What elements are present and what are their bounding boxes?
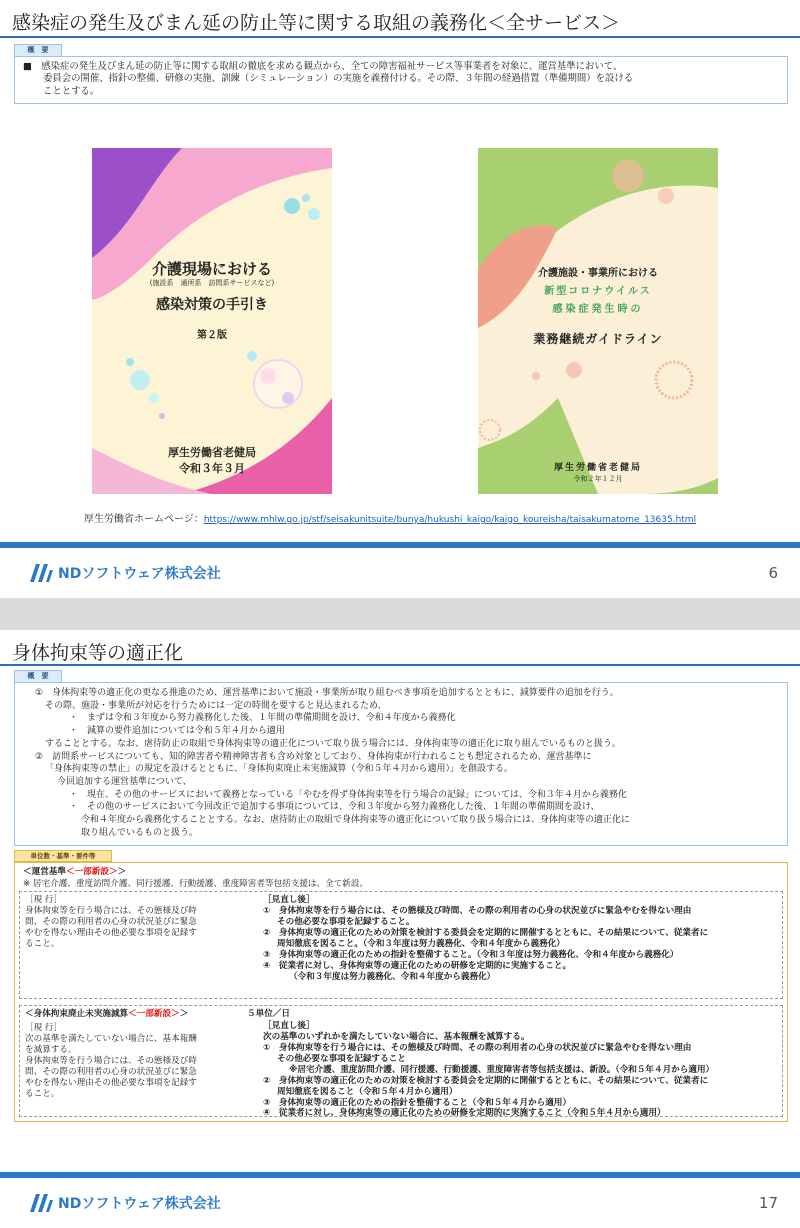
sec2-revised-label: ［見直し後］ (263, 1021, 315, 1031)
page-number: 17 (758, 1194, 778, 1212)
sec2-current-line: ること。 (25, 1089, 60, 1099)
sec2-current-line: やむを得ない理由その他必要な事項を記録す (25, 1078, 197, 1088)
spec-tag: 単位数・基準・要件等 (14, 850, 112, 862)
sec2-revised-line: ① 身体拘束等を行う場合には、その態様及び時間、その際の利用者の心身の状況並びに緊急やむを得ない理由 (263, 1043, 692, 1053)
overview-line: ② 訪問系サービスについても、知的障害者や精神障害者も含め対象としており、身体拘束が行われることも想定されるため、運営基準に (35, 751, 592, 762)
booklet1-date: 令和３年３月 (179, 462, 245, 475)
sec2-current-label: ［現 行］ (25, 1023, 63, 1033)
sec2-current-line: を減算する。 (25, 1045, 77, 1055)
sec1-current-line: やむを得ない理由その他必要な事項を記録す (25, 928, 197, 938)
mhlw-homepage-line (84, 510, 696, 525)
company-name: NDソフトウェア株式会社 (58, 1196, 221, 1212)
sec2-revised-line: 周知徹底を図ること（令和５年４月から適用） (277, 1087, 458, 1097)
booklet1-line1: 介護現場における (151, 260, 272, 278)
new-badge: ＜一部新設＞ (128, 1009, 180, 1019)
company-logo (28, 562, 221, 584)
overview-line: ・ その他のサービスにおいて今回改正で追加する事項については、令和３年度から努力義務化した後、１年間の準備期間を設け、 (69, 802, 600, 813)
overview-line: 今回追加する運営基準について、 (57, 776, 192, 787)
sec2-current-line: 身体拘束等を行う場合には、その態様及び時 (25, 1056, 197, 1066)
overview-tag: 概 要 (14, 44, 62, 57)
slide-title: 感染症の発生及びまん延の防止等に関する取組の義務化＜全サービス＞ (12, 12, 621, 34)
page-number: 6 (768, 564, 778, 582)
booklet1-line3: 感染対策の手引き (156, 297, 268, 313)
overview-line: ・ 減算の要件追加については令和５年４月から適用 (69, 726, 285, 737)
spec-box (14, 862, 788, 1122)
booklet1-edition: 第２版 (197, 330, 227, 341)
sec2-revised-line: ※居宅介護、重度訪問介護、同行援護、行動援護、重度障害者等包括支援は、新設。（令和５年４月から適用） (289, 1065, 715, 1075)
sec1-note: ※ 居宅介護、重度訪問介護、同行援護、行動援護、重度障害者等包括支援は、全て新設。 (23, 879, 369, 889)
title-rule (0, 664, 800, 666)
booklet-business-continuity-guideline (478, 148, 718, 494)
sec1-heading: ＜運営基準＜一部新設＞＞ (23, 867, 127, 877)
sec2-revised-line: ② 身体拘束等の適正化のための対策を検討する委員会を定期的に開催するとともに、その結果について、従業者に (263, 1076, 709, 1086)
overview-line: 令和４年度から義務化することとする。なお、虐待防止の取組で身体拘束等の適正化について取り扱う場合には、身体拘束等の適正化に (81, 815, 630, 826)
booklet2-line3: 感染症発生時の (552, 304, 644, 315)
sec2-revised-line: ④ 従業者に対し、身体拘束等の適正化のための研修を定期的に実施すること（令和５年４月から適用） (263, 1108, 666, 1118)
sec1-current-line: 間、その際の利用者の心身の状況並びに緊急 (25, 917, 197, 927)
sec1-current-line: ること。 (25, 939, 60, 949)
booklet2-publisher: 厚生労働省老健局 (553, 463, 642, 473)
booklet1-publisher: 厚生労働省老健局 (168, 446, 256, 459)
sec1-revised-label: ［見直し後］ (263, 895, 315, 905)
url-label: 厚生労働省ホームページ： (84, 514, 204, 525)
booklet2-line2: 新型コロナウイルス (544, 286, 652, 297)
booklet-cover-art (478, 148, 718, 494)
booklet2-line4: 業務継続ガイドライン (533, 332, 663, 346)
sec2-revised-line: その他必要な事項を記録すること (277, 1054, 406, 1064)
overview-box (14, 56, 788, 104)
sec1-current-line: 身体拘束等を行う場合には、その態様及び時 (25, 906, 197, 916)
nd-logo-icon (28, 562, 54, 584)
sec2-revised-line: 次の基準のいずれかを満たしていない場合に、基本報酬を減算する。 (263, 1032, 530, 1042)
overview-line: することとする。なお、虐待防止の取組で身体拘束等の適正化について取り扱う場合には、身体拘束等の適正化に取り組んでいるものと扱う。 (45, 738, 621, 749)
overview-box (14, 682, 788, 846)
sec1-revised-line: ③ 身体拘束等の適正化のための指針を整備すること。（令和３年度は努力義務化、令和４年度から義務化） (263, 950, 679, 960)
sec1-revised-line: 周知徹底を図ること。（令和３年度は努力義務化、令和４年度から義務化） (277, 939, 565, 949)
overview-line: ■ 感染症の発生及びまん延の防止等に関する取組の徹底を求める観点から、全ての障害福祉サービス等事業者を対象に、運営基準において、 (23, 61, 623, 72)
overview-line: 「身体拘束等の禁止」の規定を設けるとともに、「身体拘束廃止未実施減算（令和５年４月から適用）」を創設する。 (45, 764, 514, 775)
slide-6 (0, 0, 800, 598)
overview-line: ・ まずは令和３年度から努力義務化した後、１年間の準備期間を設け、令和４年度から義務化 (69, 713, 456, 724)
company-logo (28, 1192, 221, 1214)
sec2-heading: ＜身体拘束廃止未実施減算＜一部新設＞＞ (25, 1009, 189, 1019)
nd-logo-icon (28, 1192, 54, 1214)
sec1-revised-line: ① 身体拘束等を行う場合には、その態様及び時間、その際の利用者の心身の状況並びに緊急やむを得ない理由 (263, 906, 692, 916)
overview-line: こととする。 (43, 85, 100, 97)
overview-line: ・ 現在、その他のサービスにおいて義務となっている「やむを得ず身体拘束等を行う場合の記録」については、令和３年４月から義務化 (69, 789, 627, 800)
sec1-current-label: ［現 行］ (25, 895, 63, 905)
sec2-unit: ５単位／日 (247, 1009, 290, 1019)
sec2-revised-line: ③ 身体拘束等の適正化のための指針を整備すること（令和５年４月から適用） (263, 1098, 572, 1108)
mhlw-homepage-link[interactable]: https://www.mhlw.go.jp/stf/seisakunitsuite/bunya/hukushi_kaigo/kaigo_koureisha/taisakumatome_13635.html (203, 515, 697, 525)
booklet-infection-control-manual (92, 148, 332, 494)
booklet2-line1: 介護施設・事業所における (538, 268, 658, 279)
slide-title: 身体拘束等の適正化 (12, 642, 184, 664)
title-rule (0, 36, 800, 38)
sec2-current-line: 間、その際の利用者の心身の状況並びに緊急 (25, 1067, 197, 1077)
overview-line: その際、施設・事業所が対応を行うためには一定の時間を要すると見込まれるため、 (45, 700, 387, 711)
booklet2-date: 令和２年１２月 (573, 475, 623, 483)
sec2-current-line: 次の基準を満たしていない場合に、基本報酬 (25, 1034, 197, 1044)
overview-line: 取り組んでいるものと扱う。 (81, 827, 199, 838)
overview-line: 委員会の開催、指針の整備、研修の実施、訓練（シミュレーション）の実施を義務付ける。その際、３年間の経過措置（準備期間）を設ける (43, 73, 634, 85)
sec1-revised-line: ④ 従業者に対し、身体拘束等の適正化のための研修を定期的に実施すること。 (263, 961, 572, 971)
sec1-revised-line: （令和３年度は努力義務化、令和４年度から義務化） (289, 972, 496, 982)
overview-line: ① 身体拘束等の適正化の更なる推進のため、運営基準において施設・事業所が取り組むべき事項を追加するとともに、減算要件の追加を行う。 (35, 688, 619, 698)
overview-tag: 概 要 (14, 670, 62, 683)
new-badge: ＜一部新設＞ (65, 867, 118, 877)
booklet1-line2: (施設系 通所系 訪問系サービスなど) (149, 279, 275, 287)
company-name: NDソフトウェア株式会社 (58, 566, 221, 582)
booklet-cover-art (92, 148, 332, 494)
slide-17 (0, 630, 800, 1228)
sec1-revised-line: その他必要な事項を記録すること。 (277, 917, 415, 927)
sec1-revised-line: ② 身体拘束等の適正化のための対策を検討する委員会を定期的に開催するとともに、その結果について、従業者に (263, 928, 709, 938)
